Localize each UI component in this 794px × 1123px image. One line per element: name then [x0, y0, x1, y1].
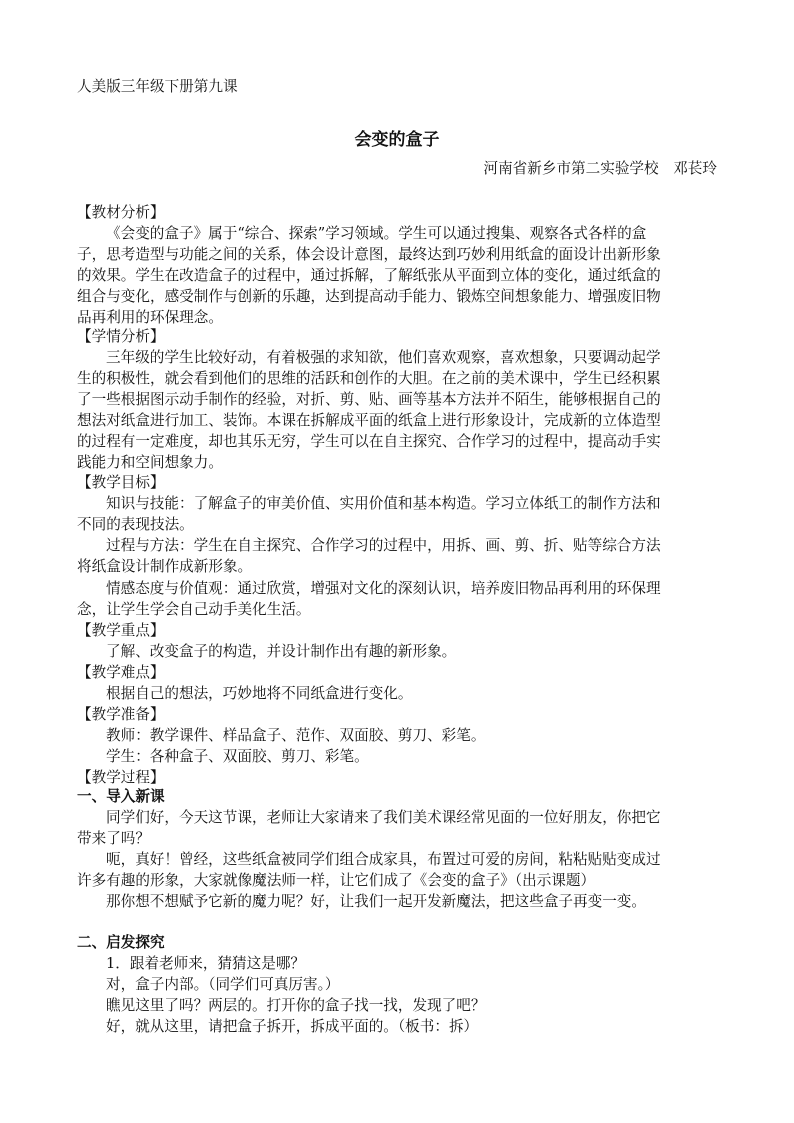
paragraph-line: 子，思考造型与功能之间的关系，体会设计意图，最终达到巧妙利用纸盒的面设计出新形象: [77, 246, 661, 263]
paragraph-line: 践能力和空间想象力。: [77, 454, 223, 471]
section-heading: 【教学准备】: [77, 706, 165, 723]
paragraph-line: 同学们好，今天这节课，老师让大家请来了我们美术课经常见面的一位好朋友，你把它: [106, 809, 661, 826]
paragraph-line: 根据自己的想法，巧妙地将不同纸盒进行变化。: [106, 685, 413, 702]
document-title: 会变的盒子: [354, 130, 440, 150]
section-heading: 【教学难点】: [77, 664, 165, 681]
section-heading: 【教学过程】: [77, 769, 165, 786]
paragraph-line: 那你想不想赋予它新的魔力呢？好，让我们一起开发新魔法，把这些盒子再变一变。: [106, 893, 646, 910]
paragraph-line: 的过程有一定难度，却也其乐无穷，学生可以在自主探究、合作学习的过程中，提高动手实: [77, 433, 661, 450]
section-heading: 【学情分析】: [77, 328, 165, 345]
paragraph-line: 教师：教学课件、样品盒子、范作、双面胶、剪刀、彩笔。: [106, 727, 486, 744]
paragraph-line: 《会变的盒子》属于“综合、探索”学习领域。学生可以通过搜集、观察各式各样的盒: [106, 225, 647, 242]
paragraph-line: 带来了吗？: [77, 830, 150, 847]
paragraph-line: 过程与方法：学生在自主探究、合作学习的过程中，用拆、画、剪、折、贴等综合方法: [106, 537, 661, 554]
author-line: 河南省新乡市第二实验学校 邓苌玲: [483, 160, 717, 177]
paragraph-line: 念，让学生学会自己动手美化生活。: [77, 601, 311, 618]
paragraph-line: 的效果。学生在改造盒子的过程中，通过拆解，了解纸张从平面到立体的变化，通过纸盒的: [77, 267, 661, 284]
paragraph-line: 1．跟着老师来，猜猜这是哪？: [106, 955, 306, 972]
paragraph-line: 对，盒子内部。（同学们可真厉害。）: [106, 976, 340, 993]
paragraph-line: 情感态度与价值观：通过欣赏，增强对文化的深刻认识，培养废旧物品再利用的环保理: [106, 580, 661, 597]
section-heading: 【教材分析】: [77, 204, 165, 221]
subsection-heading: 二、启发探究: [77, 934, 165, 951]
paragraph-line: 不同的表现技法。: [77, 516, 194, 533]
paragraph-line: 了一些根据图示动手制作的经验，对折、剪、贴、画等基本方法并不陌生，能够根据自己的: [77, 391, 661, 408]
paragraph-line: 想法对纸盒进行加工、装饰。本课在拆解成平面的纸盒上进行形象设计，完成新的立体造型: [77, 412, 661, 429]
paragraph-line: 学生：各种盒子、双面胶、剪刀、彩笔。: [106, 748, 369, 765]
paragraph-line: 好，就从这里，请把盒子拆开，拆成平面的。（板书：拆）: [106, 1018, 479, 1035]
paragraph-line: 瞧见这里了吗？两层的。打开你的盒子找一找，发现了吧？: [106, 997, 486, 1014]
course-header: 人美版三年级下册第九课: [77, 78, 238, 95]
paragraph-line: 组合与变化，感受制作与创新的乐趣，达到提高动手能力、锻炼空间想象能力、增强废旧物: [77, 288, 661, 305]
paragraph-line: 许多有趣的形象，大家就像魔法师一样，让它们成了《会变的盒子》（出示课题）: [77, 872, 596, 889]
paragraph-line: 知识与技能：了解盒子的审美价值、实用价值和基本构造。学习立体纸工的制作方法和: [106, 495, 661, 512]
section-heading: 【教学重点】: [77, 622, 165, 639]
paragraph-line: 了解、改变盒子的构造，并设计制作出有趣的新形象。: [106, 643, 457, 660]
paragraph-line: 三年级的学生比较好动，有着极强的求知欲，他们喜欢观察，喜欢想象，只要调动起学: [106, 349, 661, 366]
paragraph-line: 品再利用的环保理念。: [77, 309, 223, 326]
paragraph-line: 将纸盒设计制作成新形象。: [77, 558, 253, 575]
section-heading: 【教学目标】: [77, 474, 165, 491]
paragraph-line: 生的积极性，就会看到他们的思维的活跃和创作的大胆。在之前的美术课中，学生已经积累: [77, 370, 661, 387]
subsection-heading: 一、导入新课: [77, 788, 165, 805]
paragraph-line: 呃，真好！曾经，这些纸盒被同学们组合成家具，布置过可爱的房间，粘粘贴贴变成过: [106, 851, 661, 868]
